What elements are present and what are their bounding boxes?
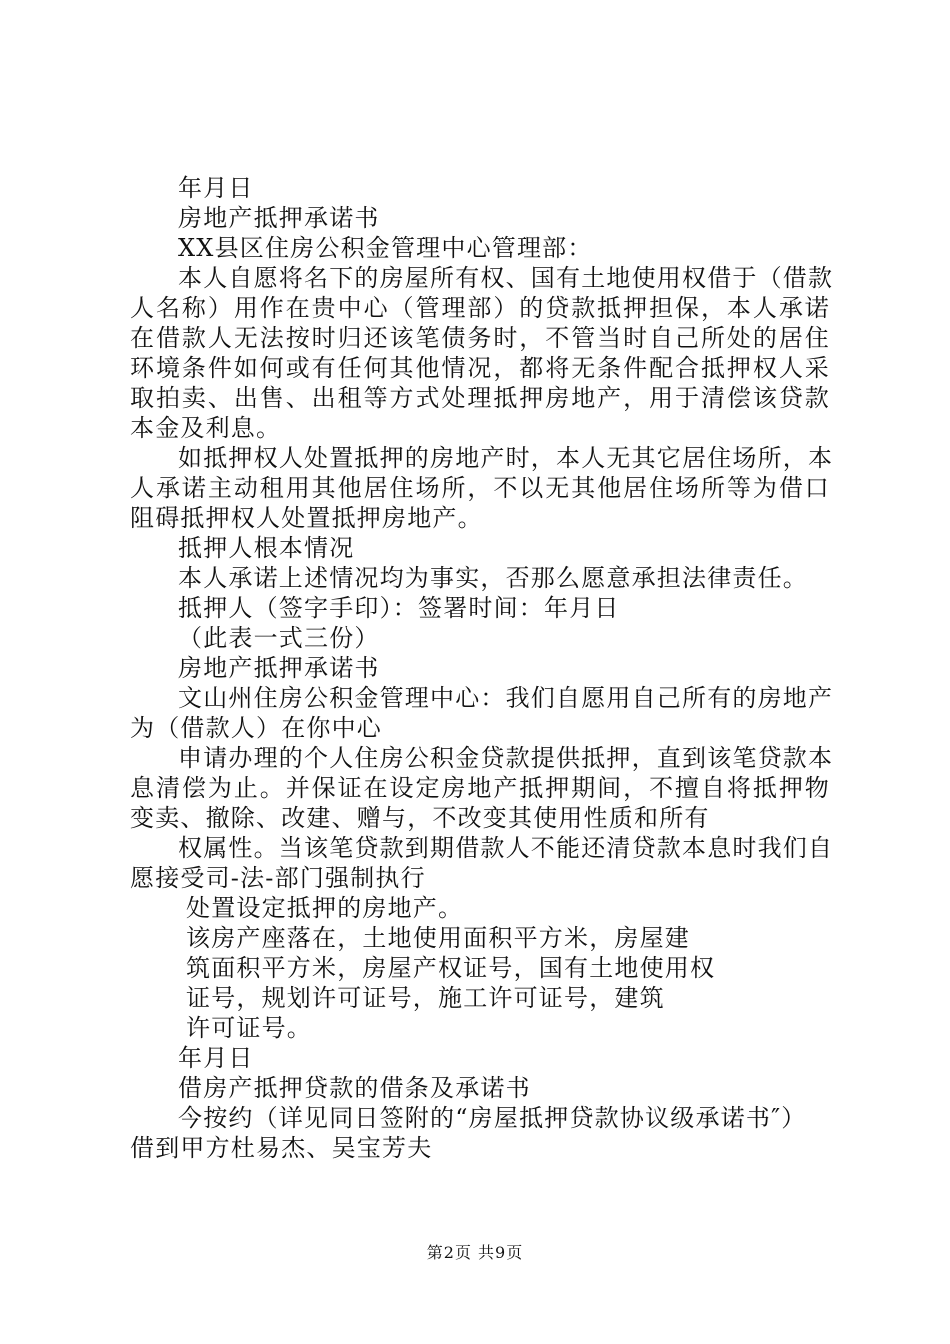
paragraph-line: 阻碍抵押权人处置抵押房地产。 (130, 504, 483, 532)
paragraph-line: 本金及利息。 (130, 414, 282, 442)
section-title: 借房产抵押贷款的借条及承诺书 (178, 1074, 531, 1102)
paragraph-line: 借到甲方杜易杰、吴宝芳夫 (130, 1134, 433, 1162)
paragraph-line: 在借款人无法按时归还该笔债务时，不管当时自己所处的居住 (130, 324, 830, 352)
paragraph-line: 今按约（详见同日签附的“房屋抵押贷款协议级承诺书″） (178, 1104, 807, 1132)
date-line: 年月日 (178, 1044, 254, 1072)
signature-line: 抵押人（签字手印）：签署时间：年月日 (178, 594, 620, 622)
paragraph-line: 环境条件如何或有任何其他情况，都将无条件配合抵押权人采 (130, 354, 830, 382)
copies-note: （此表一式三份） (178, 624, 380, 652)
paragraph-line: 人名称）用作在贵中心（管理部）的贷款抵押担保，本人承诺 (130, 294, 830, 322)
paragraph-line: 处置设定抵押的房地产。 (186, 894, 464, 922)
paragraph-line: 权属性。当该笔贷款到期借款人不能还清贷款本息时我们自 (178, 834, 834, 862)
paragraph-line: 抵押人根本情况 (178, 534, 355, 562)
paragraph-line: 许可证号。 (186, 1014, 312, 1042)
paragraph-line: 该房产座落在，土地使用面积平方米，房屋建 (186, 924, 690, 952)
paragraph-line: 人承诺主动租用其他居住场所，不以无其他居住场所等为借口 (130, 474, 830, 502)
section-title: 房地产抵押承诺书 (178, 654, 380, 682)
section-title: 房地产抵押承诺书 (178, 204, 380, 232)
paragraph-line: 如抵押权人处置抵押的房地产时，本人无其它居住场所，本 (178, 444, 834, 472)
paragraph-line: 变卖、撤除、改建、赠与，不改变其使用性质和所有 (130, 804, 710, 832)
document-body (130, 173, 834, 1163)
paragraph-line: 证号，规划许可证号，施工许可证号，建筑 (186, 984, 665, 1012)
paragraph-line: 申请办理的个人住房公积金贷款提供抵押，直到该笔贷款本 (178, 744, 834, 772)
paragraph-line: 为（借款人）在你中心 (130, 714, 382, 742)
paragraph-line: 本人自愿将名下的房屋所有权、国有土地使用权借于（借款 (178, 264, 834, 292)
paragraph-line: 文山州住房公积金管理中心：我们自愿用自己所有的房地产 (178, 684, 834, 712)
paragraph-line: 愿接受司-法-部门强制执行 (130, 864, 426, 892)
paragraph-line: 筑面积平方米，房屋产权证号，国有土地使用权 (186, 954, 716, 982)
paragraph-line: 息清偿为止。并保证在设定房地产抵押期间，不擅自将抵押物 (130, 774, 830, 802)
page-number: 第2页 共9页 (426, 1243, 524, 1262)
addressee: XX县区住房公积金管理中心管理部： (178, 234, 593, 262)
date-line: 年月日 (178, 174, 254, 202)
paragraph-line: 取拍卖、出售、出租等方式处理抵押房地产，用于清偿该贷款 (130, 384, 830, 412)
paragraph-line: 本人承诺上述情况均为事实，否那么愿意承担法律责任。 (178, 564, 808, 592)
